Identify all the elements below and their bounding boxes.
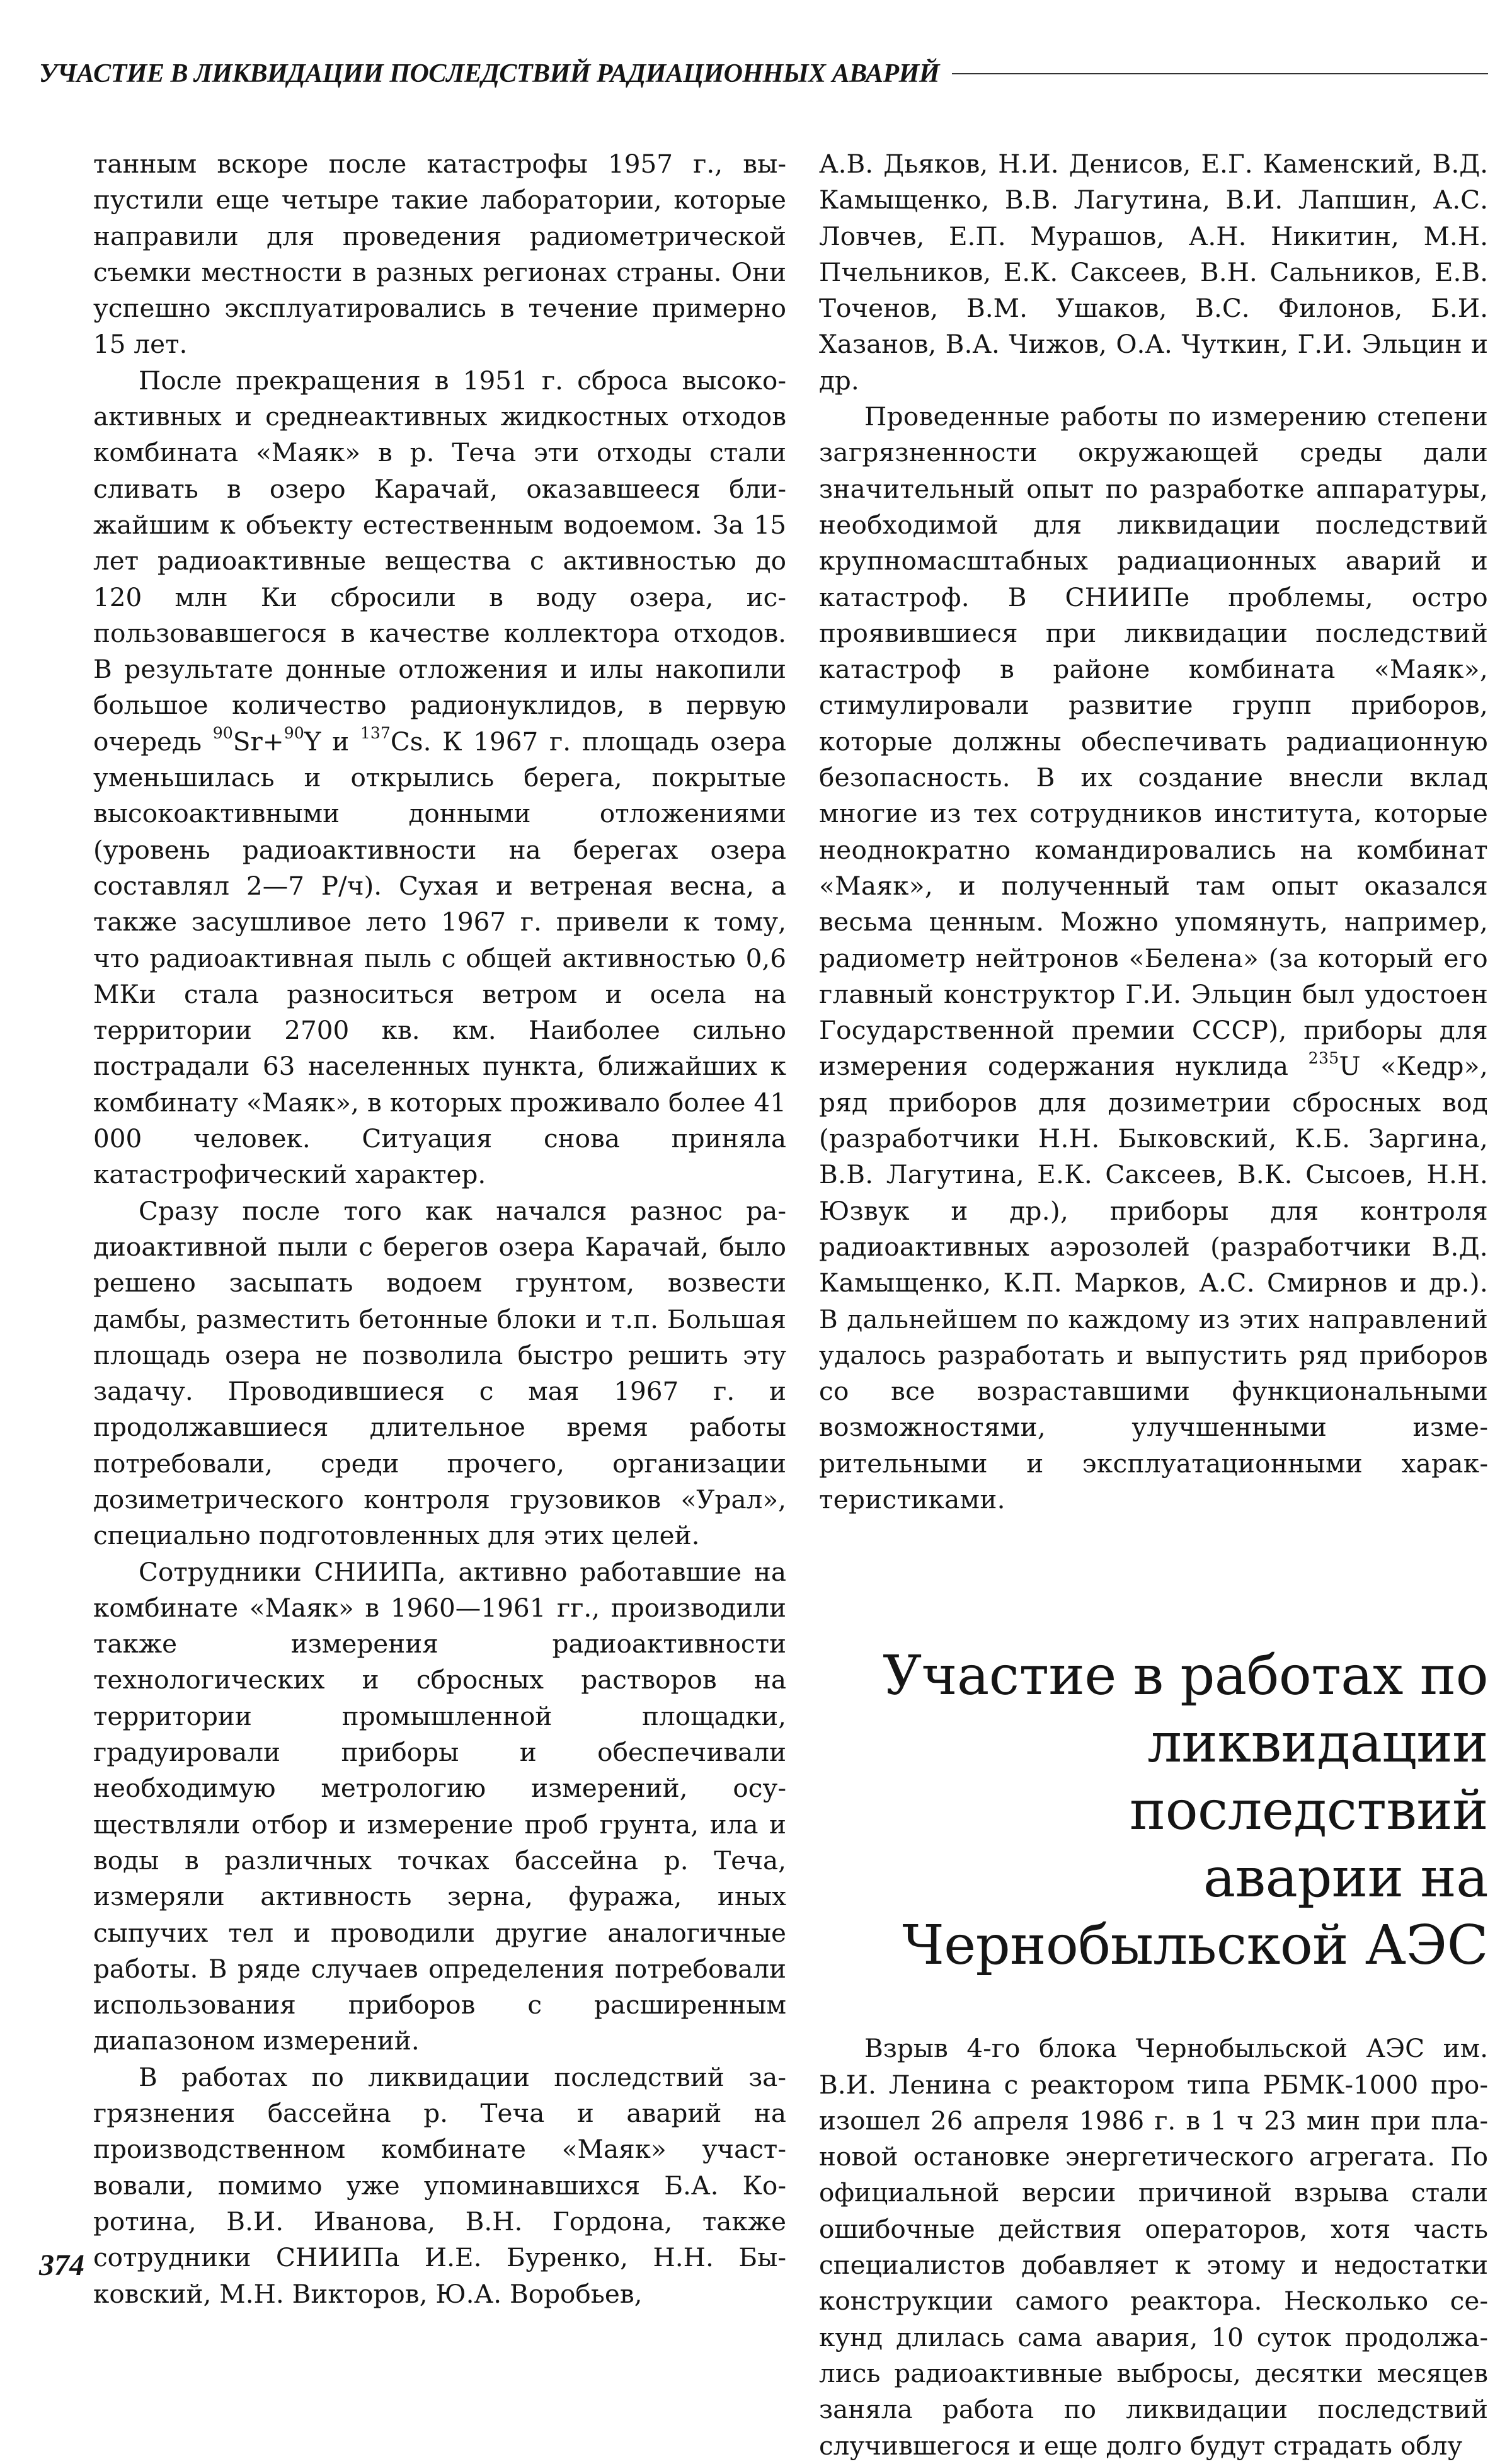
section-heading-chernobyl: Участие в работах по ликвидации последствий аварии на Чернобыльской АЭС: [883, 1644, 1488, 1978]
page-number: 374: [39, 2249, 84, 2282]
isotope-mass-u235: 235: [1308, 1049, 1339, 1068]
right-paragraph-3: Взрыв 4-го блока Чернобыльской АЭС им. В.И. Ленина с реактором типа РБМК-1000 произошел 26 апреля 1986 г. в 1 ч 23 мин при плановой остановке энергетического агрегата. По официальной версии причиной взрыва стали ошибочные действия операторов, хотя часть специалистов добавляет к этому и недостатки конструкции самого реактора. Несколько секунд длилась сама авария, 10 суток продолжались радиоактивные выбросы, десятки месяцев заняла работа по ликвидации последствий случившегося и еще долго будут страдать облу: [819, 2033, 1488, 2461]
left-p2-text-1: После прекращения в 1951 г. сброса высокоактивных и среднеактивных жидкостных отходов комбината «Маяк» в р. Теча эти отходы стали сливать в озеро Карачай, оказавшееся ближайшим к объекту естественным водоемом. За 15 лет радиоактивные вещества с активностью до 120 млн Ки сбросили в воду озера, использовавшегося в качестве коллектора отходов. В результате донные отложения и илы накопили большое количество радионуклидов, в первую очередь: [93, 365, 786, 757]
running-head: [39, 52, 1488, 96]
right-p2-text-1: Проведенные работы по измерению степени загрязненности окружающей среды дали значительный опыт по разработке аппаратуры, необходимой для ликвидации последствий крупномасштабных радиационных аварий и катастроф. В СНИИПе проблемы, остро проявившиеся при ликвидации последствий катастроф в районе комбината «Маяк», стимулировали развитие групп приборов, которые должны обеспечивать радиационную безопасность. В их создание внесли вклад многие из тех сотрудников института, которые неоднократно командировались на комбинат «Маяк», и полученный там опыт оказался весьма ценным. Можно упомянуть, например, радиометр нейтронов «Белена» (за который его главный конструктор Г.И. Эльцин был удостоен Государственной премии СССР), приборы для измерения содержания нуклида: [819, 401, 1488, 1082]
isotope-mass-y90: 90: [284, 724, 304, 743]
isotope-mass-cs137: 137: [360, 724, 391, 743]
left-paragraph-4: Сотрудники СНИИПа, активно работавшие на комбинате «Маяк» в 1960—1961 гг., производили также измерения радиоактивности технологических и сбросных растворов на территории промышленной площадки, градуировали приборы и обеспечивали необходимую метрологию измерений, осуществляли отбор и измерение проб грунта, ила и воды в различных точках бассейна р. Теча, измеряли активность зерна, фуража, иных сыпучих тел и проводили другие аналогичные работы. В ряде случаев определения потребовали использования приборов с расширенным диапазоном измерений.: [93, 1556, 786, 2056]
left-p2-text-2: Sr+: [232, 726, 284, 757]
left-paragraph-2: [93, 363, 786, 1193]
right-p2-text-2: U «Кедр», ряд приборов для дозиметрии сбросных вод (разработчики Н.Н. Быковский, К.Б. Заргина, В.В. Лагутина, Е.К. Саксеев, В.К. Сысоев, Н.Н. Юзвук и др.), приборы для контроля радиоактивных аэрозолей (разработчики В.Д. Камыщенко, К.П. Марков, А.С. Смирнов и др.). В дальнейшем по каждому из этих направлений удалось разработать и выпустить ряд приборов со все возраставшими функциональными возможностями, улучшенными измерительными и эксплуатационными характеристиками.: [819, 1051, 1489, 1515]
left-paragraph-1: танным вскоре после катастрофы 1957 г., выпустили еще четыре такие лаборатории, которые направили для проведения радиометрической съемки местности в разных регионах страны. Они успешно эксплуатировались в течение примерно 15 лет.: [93, 149, 786, 360]
left-paragraph-5: В работах по ликвидации последствий загрязнения бассейна р. Теча и аварий на производственном комбинате «Маяк» участвовали, помимо уже упоминавшихся Б.А. Коротина, В.И. Иванова, В.Н. Гордона, также сотрудники СНИИПа И.Е. Буренко, Н.Н. Быковский, М.Н. Викторов, Ю.А. Воробьев,: [93, 2061, 786, 2309]
left-paragraph-3: Сразу после того как начался разнос радиоактивной пыли с берегов озера Карачай, было решено засыпать водоем грунтом, возвести дамбы, разместить бетонные блоки и т.п. Большая площадь озера не позволила быстро решить эту задачу. Проводившиеся с мая 1967 г. и продолжавшиеся длительное время работы потребовали, среди прочего, организации дозиметрического контроля грузовиков «Урал», специально подготовленных для этих целей.: [93, 1195, 786, 1551]
left-column: [93, 146, 786, 2312]
running-head-title: УЧАСТИЕ В ЛИКВИДАЦИИ ПОСЛЕДСТВИЙ РАДИАЦИОННЫХ АВАРИЙ: [39, 59, 940, 88]
right-column: [819, 146, 1488, 2464]
left-p2-text-3: Y и: [304, 726, 360, 757]
isotope-mass-sr90: 90: [212, 724, 233, 743]
right-paragraph-2: [819, 399, 1488, 1518]
left-p2-text-4: Cs. К 1967 г. площадь озера уменьшилась и открылись берега, покрытые высокоактивными донными отложениями (уровень радиоактивности на берегах озера составлял 2—7 Р/ч). Сухая и ветреная весна, а также засушливое лето 1967 г. привели к тому, что радиоактивная пыль с общей активностью 0,6 МКи стала разноситься ветром и осела на территории 2700 кв. км. Наиболее сильно пострадали 63 населенных пункта, ближайших к комбинату «Маяк», в которых проживало более 41 000 человек. Ситуация снова приняла катастрофический характер.: [93, 726, 786, 1190]
right-paragraph-1: А.В. Дьяков, Н.И. Денисов, Е.Г. Каменский, В.Д. Камыщенко, В.В. Лагутина, В.И. Лапшин, А.С. Ловчев, Е.П. Мурашов, А.Н. Никитин, М.Н. Пчельников, Е.К. Саксеев, В.Н. Сальников, Е.В. Точенов, В.М. Ушаков, В.С. Филонов, Б.И. Хазанов, В.А. Чижов, О.А. Чуткин, Г.И. Эльцин и др.: [819, 149, 1488, 396]
running-head-rule: [952, 73, 1488, 74]
